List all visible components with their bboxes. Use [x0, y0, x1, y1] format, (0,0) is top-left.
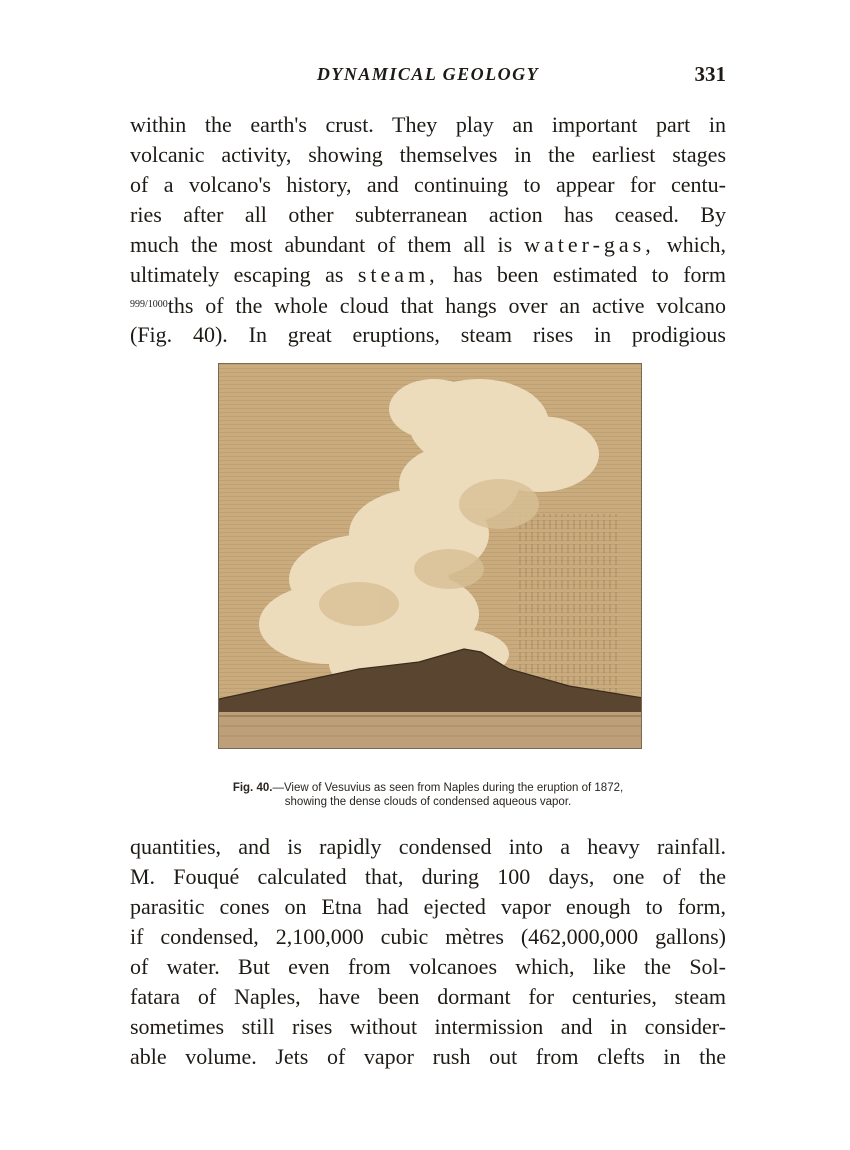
- paragraph-bottom: [130, 832, 726, 1072]
- text-line: fatara of Naples, have been dormant for centuries, steam: [130, 984, 726, 1009]
- text-fragment: ths of the whole cloud that hangs over an active volcano: [167, 293, 726, 318]
- running-title: DYNAMICAL GEOLOGY: [316, 64, 540, 84]
- text-fragment: much the most abundant of them all is: [130, 232, 513, 257]
- text-line: if condensed, 2,100,000 cubic mètres (462,000,000 gallons): [130, 924, 726, 949]
- fraction: 999/1000: [130, 299, 168, 310]
- rain-streaks: [519, 514, 619, 694]
- caption-label: Fig. 40.: [232, 782, 273, 794]
- text-line: [130, 260, 726, 290]
- text-line: volcanic activity, showing themselves in the earliest stages: [130, 142, 726, 167]
- bay-water: [219, 712, 642, 749]
- text-fragment: ultimately escaping as: [130, 262, 344, 287]
- text-fragment: has been estimated to form: [453, 262, 726, 287]
- text-line: [130, 230, 726, 260]
- spaced-term: steam,: [357, 262, 439, 287]
- text-line: M. Fouqué calculated that, during 100 days, one of the: [130, 864, 726, 889]
- caption-line: showing the dense clouds of condensed aqueous vapor.: [284, 796, 572, 808]
- text-line: (Fig. 40). In great eruptions, steam rises in prodigious: [130, 322, 726, 347]
- caption-line: [130, 781, 726, 795]
- text-line: within the earth's crust. They play an important part in: [130, 112, 726, 137]
- page-header: [130, 62, 726, 92]
- paragraph-top: [130, 110, 726, 350]
- caption-text: —View of Vesuvius as seen from Naples during the eruption of 1872,: [272, 782, 624, 794]
- text-fragment: which,: [666, 232, 726, 257]
- text-line: parasitic cones on Etna had ejected vapor enough to form,: [130, 894, 726, 919]
- text-line: sometimes still rises without intermission and in consider-: [130, 1014, 726, 1039]
- text-line: of a volcano's history, and continuing to appear for centu-: [130, 172, 726, 197]
- figure-caption: [130, 781, 726, 809]
- text-line: able volume. Jets of vapor rush out from clefts in the: [130, 1044, 726, 1069]
- text-line: ries after all other subterranean action has ceased. By: [130, 202, 726, 227]
- spaced-term: water-gas,: [524, 232, 655, 257]
- text-line: [130, 290, 726, 320]
- vesuvius-engraving: [218, 363, 642, 749]
- page-number: 331: [694, 62, 726, 86]
- text-line: of water. But even from volcanoes which, like the Sol-: [130, 954, 726, 979]
- text-line: quantities, and is rapidly condensed into a heavy rainfall.: [130, 834, 726, 859]
